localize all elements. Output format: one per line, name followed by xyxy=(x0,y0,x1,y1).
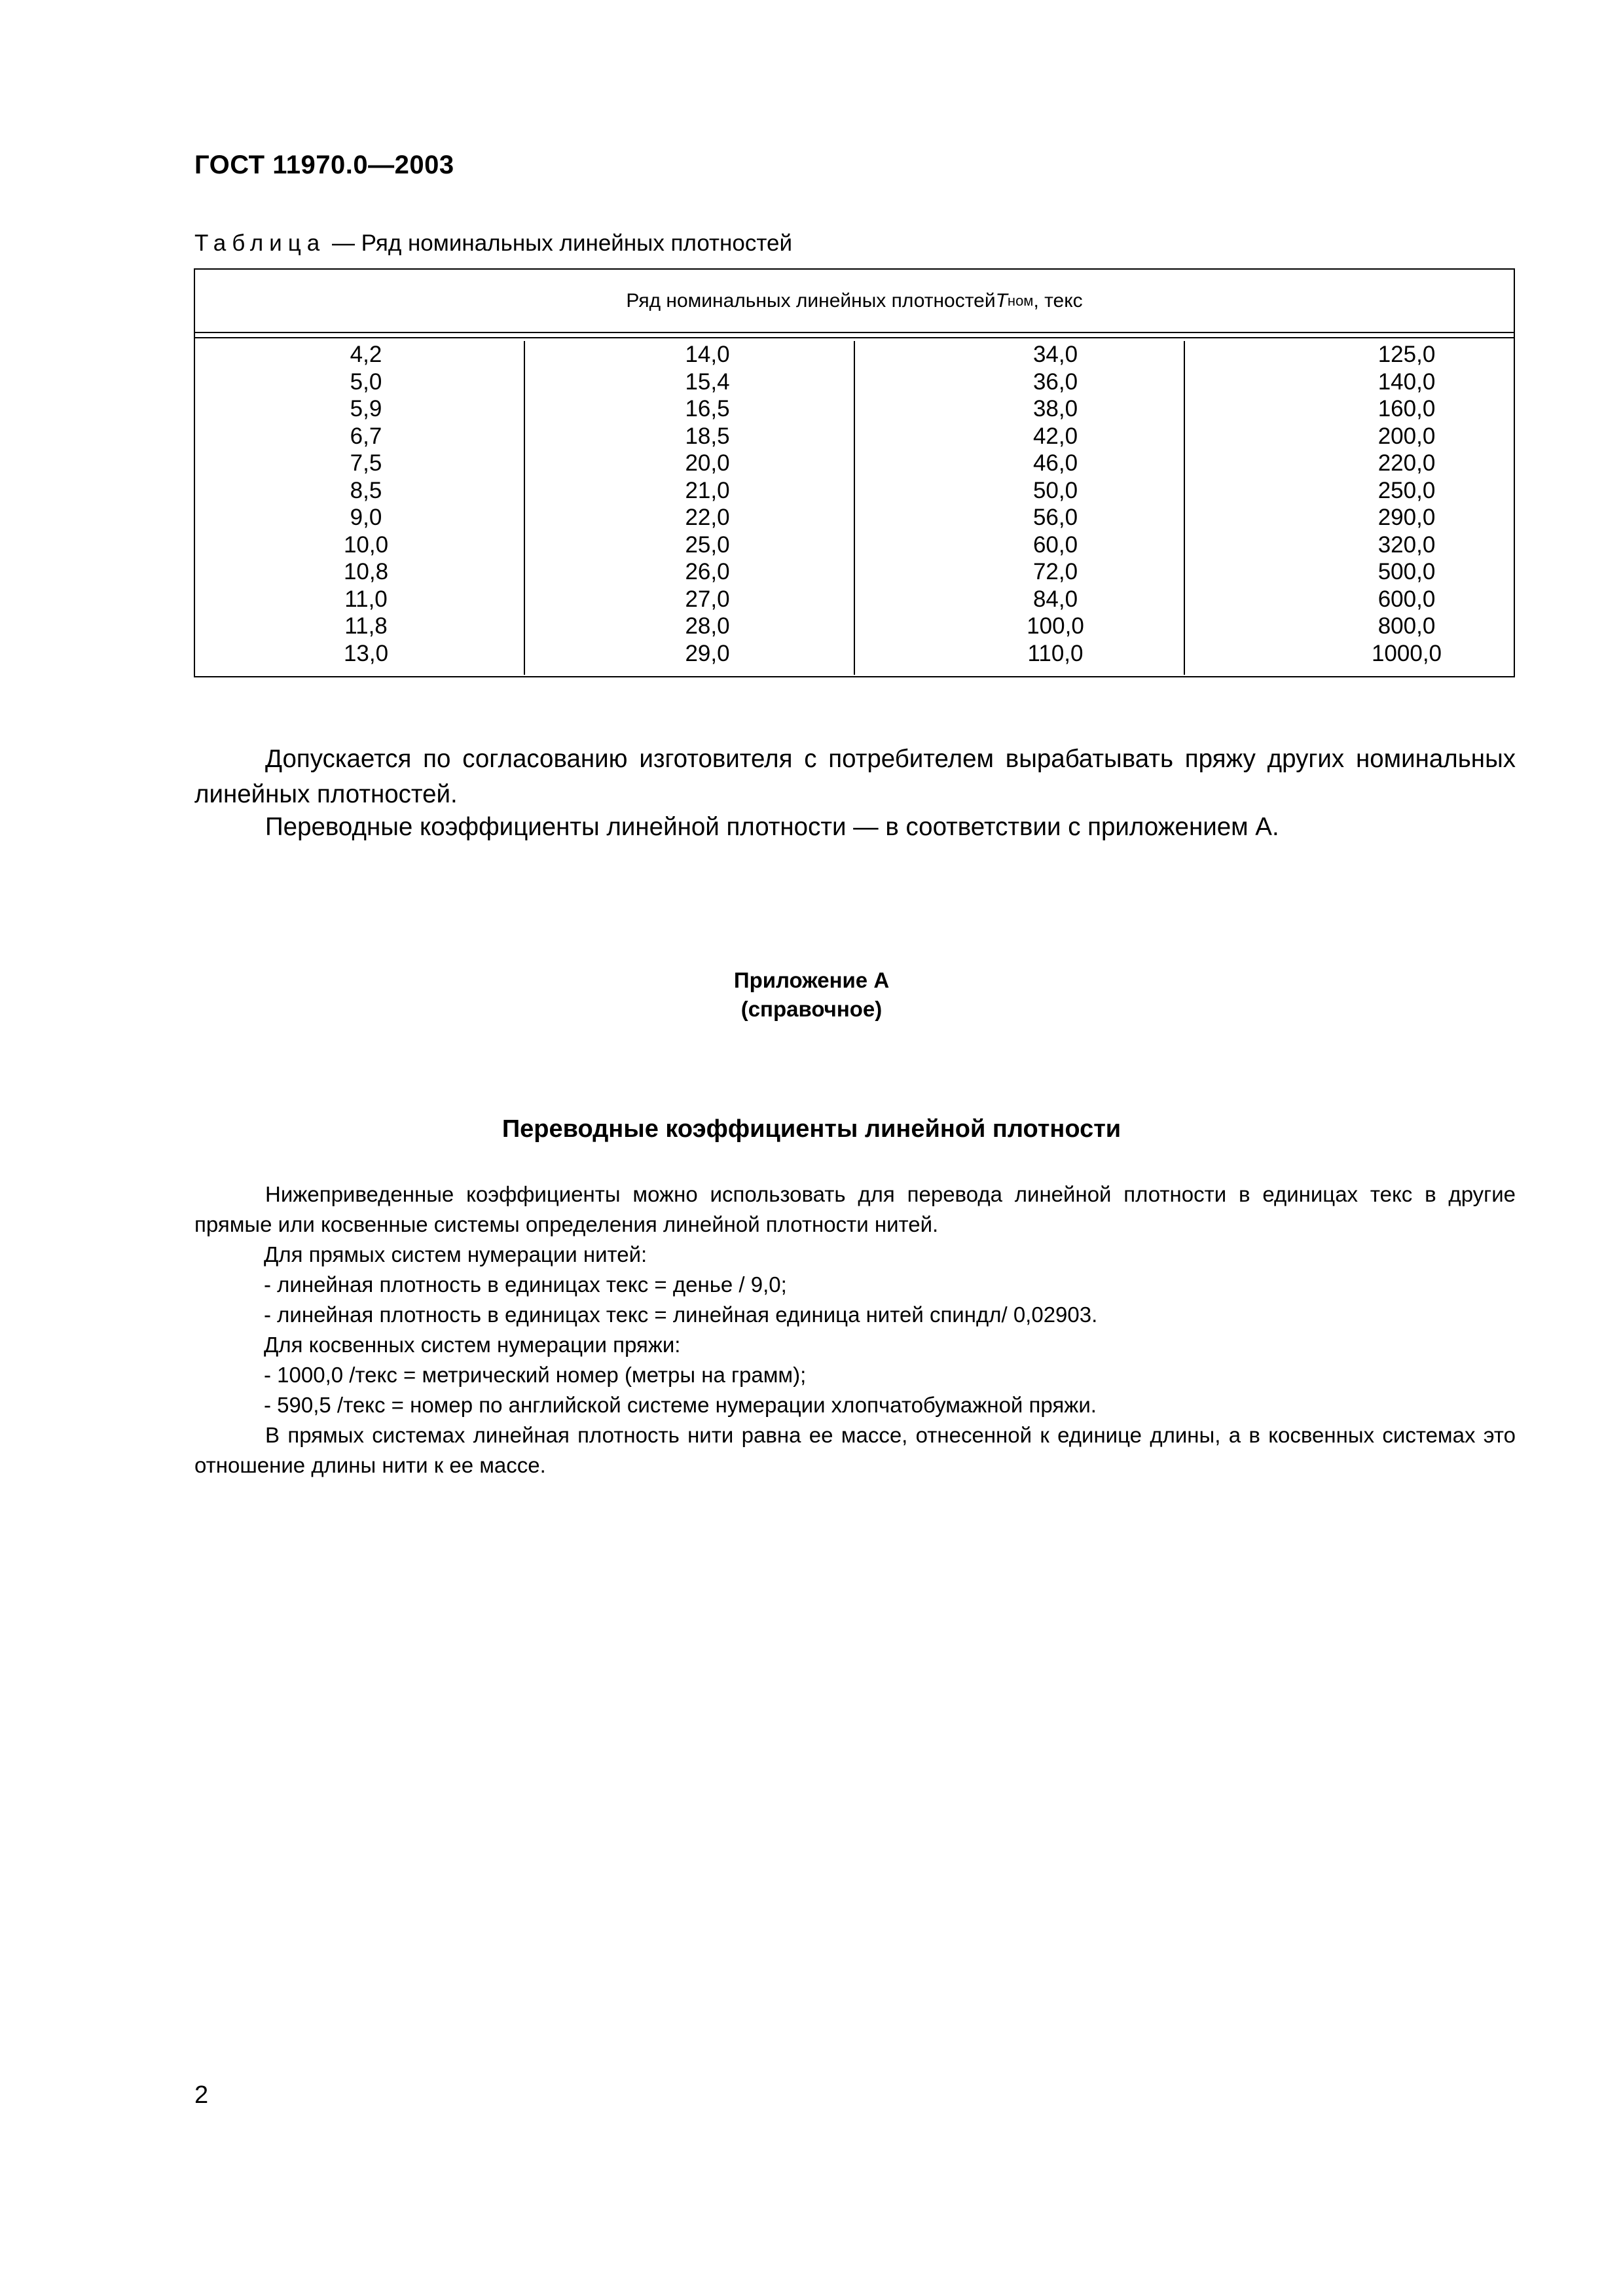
density-table xyxy=(194,268,1515,677)
table-cell: 72,0 xyxy=(1032,559,1078,584)
appendix-subtitle: (справочное) xyxy=(740,997,883,1021)
table-cell: 15,4 xyxy=(685,368,730,395)
table-cell: 27,0 xyxy=(685,586,730,612)
table-cell: 14,0 xyxy=(685,342,730,367)
table-cell: 5,0 xyxy=(350,368,382,395)
appendix-title: Приложение А xyxy=(733,968,890,992)
table-header-double-line xyxy=(195,337,1514,338)
table-cell: 600,0 xyxy=(1377,586,1436,612)
table-cell: 100,0 xyxy=(1027,613,1084,639)
table-cell: 18,5 xyxy=(685,423,730,449)
appendix-body xyxy=(194,1179,1516,1480)
table-cell: 38,0 xyxy=(1032,396,1078,422)
table-cell: 26,0 xyxy=(685,559,730,584)
table-cell: 60,0 xyxy=(1032,531,1078,558)
table-cell: 11,8 xyxy=(344,613,388,639)
table-cell: 4,2 xyxy=(350,342,382,367)
table-caption xyxy=(194,230,792,257)
table-header-text: Ряд номинальных линейных плотностей xyxy=(626,289,996,312)
page-number: 2 xyxy=(194,2081,209,2109)
table-cell: 200,0 xyxy=(1377,423,1436,449)
table-cell: 220,0 xyxy=(1377,450,1436,476)
table-cell: 46,0 xyxy=(1032,450,1078,476)
table-cell: 16,5 xyxy=(685,396,730,422)
table-header-symbol: T xyxy=(995,289,1008,312)
section-title: Переводные коэффициенты линейной плотности xyxy=(501,1115,1122,1143)
paragraph-permission: Допускается по согласованию изготовителя с потребителем вырабатывать пряжу других номинальных линейных плотностей. xyxy=(194,745,1516,808)
table-body xyxy=(195,341,1514,675)
list-item: - линейная плотность в единицах текс = денье / 9,0; xyxy=(264,1272,787,1297)
table-column-3 xyxy=(855,341,1185,675)
list-item: - линейная плотность в единицах текс = линейная единица нитей спиндл/ 0,02903. xyxy=(264,1302,1098,1327)
appendix-conclusion: В прямых системах линейная плотность нити равна ее массе, отнесенной к единице длины, а в косвенных системах это отношение длины нити к ее массе. xyxy=(194,1423,1516,1477)
table-header xyxy=(195,270,1514,333)
table-cell: 20,0 xyxy=(685,450,730,476)
paragraph-reference: Переводные коэффициенты линейной плотности — в соответствии с приложением А. xyxy=(265,813,1279,841)
table-cell: 160,0 xyxy=(1377,396,1436,422)
table-cell: 140,0 xyxy=(1377,368,1436,395)
table-cell: 110,0 xyxy=(1027,640,1084,666)
table-cell: 7,5 xyxy=(350,450,382,476)
table-cell: 250,0 xyxy=(1377,477,1436,503)
table-column-4 xyxy=(1185,341,1514,675)
table-cell: 320,0 xyxy=(1377,531,1436,558)
table-cell: 36,0 xyxy=(1032,368,1078,395)
table-cell: 13,0 xyxy=(343,640,389,666)
table-cell: 6,7 xyxy=(350,423,382,449)
table-cell: 42,0 xyxy=(1032,423,1078,449)
table-cell: 10,8 xyxy=(343,559,389,584)
table-cell: 800,0 xyxy=(1377,613,1436,639)
table-cell: 56,0 xyxy=(1032,505,1078,530)
table-cell: 50,0 xyxy=(1032,477,1078,503)
table-cell: 11,0 xyxy=(344,586,388,612)
table-cell: 290,0 xyxy=(1377,505,1436,530)
table-column-1 xyxy=(195,341,525,675)
table-cell: 21,0 xyxy=(685,477,730,503)
table-cell: 500,0 xyxy=(1377,559,1436,584)
direct-systems-heading: Для прямых систем нумерации нитей: xyxy=(264,1242,647,1266)
table-cell: 25,0 xyxy=(685,531,730,558)
table-cell: 84,0 xyxy=(1032,586,1078,612)
table-cell: 8,5 xyxy=(350,477,382,503)
table-cell: 5,9 xyxy=(350,396,382,422)
table-header-subscript: ном xyxy=(1007,292,1034,309)
table-cell: 125,0 xyxy=(1377,342,1436,367)
table-cell: 1000,0 xyxy=(1371,640,1442,666)
table-caption-word: Таблица xyxy=(194,230,326,256)
list-item: - 590,5 /текс = номер по английской системе нумерации хлопчатобумажной пряжи. xyxy=(264,1393,1097,1417)
table-header-unit: , текс xyxy=(1033,289,1083,312)
table-cell: 28,0 xyxy=(685,613,730,639)
table-caption-text: — Ряд номинальных линейных плотностей xyxy=(325,230,793,256)
indirect-systems-heading: Для косвенных систем нумерации пряжи: xyxy=(264,1333,681,1357)
table-cell: 29,0 xyxy=(685,640,730,666)
list-item: - 1000,0 /текс = метрический номер (метры на грамм); xyxy=(264,1363,807,1387)
table-cell: 9,0 xyxy=(350,505,382,530)
table-cell: 34,0 xyxy=(1032,342,1078,367)
appendix-intro: Нижеприведенные коэффициенты можно использовать для перевода линейной плотности в единицах текс в другие прямые или косвенные системы определения линейной плотности нитей. xyxy=(194,1182,1516,1236)
document-header: ГОСТ 11970.0—2003 xyxy=(194,151,454,179)
table-cell: 22,0 xyxy=(685,505,730,530)
table-cell: 10,0 xyxy=(343,531,389,558)
table-column-2 xyxy=(525,341,855,675)
